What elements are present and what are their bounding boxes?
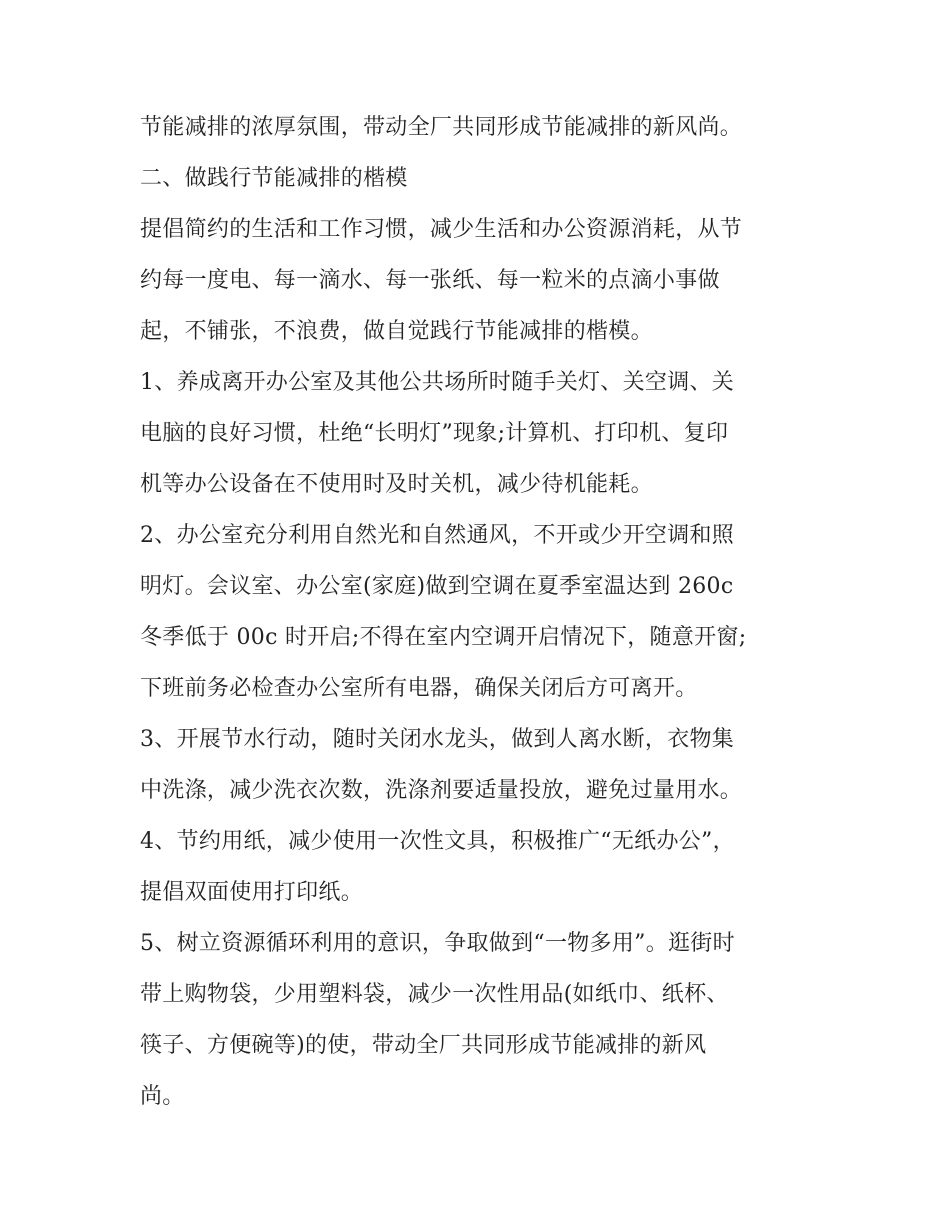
text-line: 提倡双面使用打印纸。 xyxy=(140,880,364,905)
text-line: 冬季低于 00c 时开启;不得在室内空调开启情况下，随意开窗; xyxy=(140,625,747,650)
text-line: 尚。 xyxy=(140,1084,185,1109)
text-line: 机等办公设备在不使用时及时关机，减少待机能耗。 xyxy=(140,472,653,497)
list-item-3: 3、开展节水行动，随时关闭水龙头，做到人离水断，衣物集 xyxy=(140,727,735,752)
text-line: 起，不铺张，不浪费，做自觉践行节能减排的楷模。 xyxy=(140,319,653,344)
text-line: 电脑的良好习惯，杜绝“长明灯”现象;计算机、打印机、复印 xyxy=(140,421,729,446)
list-item-5: 5、树立资源循环利用的意识，争取做到“一物多用”。逛街时 xyxy=(140,931,735,956)
text-line: 中洗涤，减少洗衣次数，洗涤剂要适量投放，避免过量用水。 xyxy=(140,778,743,803)
text-line: 下班前务必检查办公室所有电器，确保关闭后方可离开。 xyxy=(140,676,698,701)
text-line: 约每一度电、每一滴水、每一张纸、每一粒米的点滴小事做 xyxy=(140,268,720,293)
list-item-2: 2、办公室充分利用自然光和自然通风，不开或少开空调和照 xyxy=(140,523,735,548)
text-line: 明灯。会议室、办公室(家庭)做到空调在夏季室温达到 260c xyxy=(140,574,734,599)
list-item-1: 1、养成离开办公室及其他公共场所时随手关灯、关空调、关 xyxy=(140,370,735,395)
text-line: 提倡简约的生活和工作习惯，减少生活和办公资源消耗，从节 xyxy=(140,217,743,242)
section-heading: 二、做践行节能减排的楷模 xyxy=(140,166,408,191)
text-line: 节能减排的浓厚氛围，带动全厂共同形成节能减排的新风尚。 xyxy=(140,115,743,140)
text-line: 筷子、方便碗等)的使，带动全厂共同形成节能减排的新风 xyxy=(140,1033,707,1058)
list-item-4: 4、节约用纸，减少使用一次性文具，积极推广“无纸办公”， xyxy=(140,829,735,854)
text-line: 带上购物袋，少用塑料袋，减少一次性用品(如纸巾、纸杯、 xyxy=(140,982,729,1007)
